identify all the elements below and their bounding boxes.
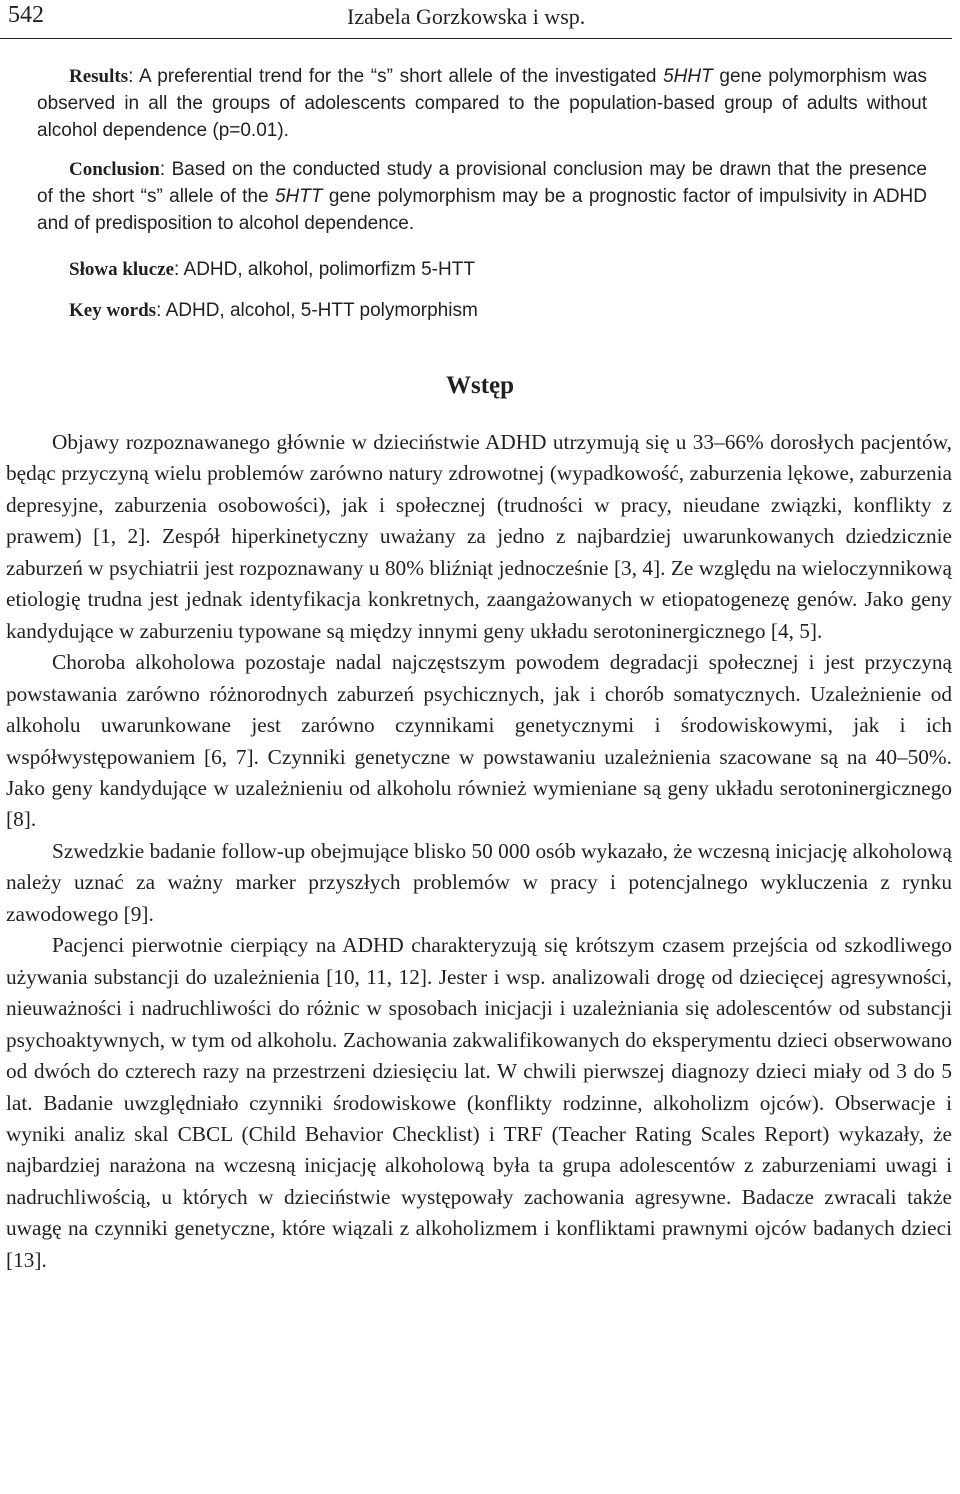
keywords-english-text: : ADHD, alcohol, 5-HTT polymorphism [156,300,478,321]
results-gene: 5HHT [663,66,713,87]
running-head: Izabela Gorzkowska i wsp. [347,4,586,29]
page-header [0,0,960,40]
conclusion-gene: 5HTT [274,186,323,207]
abstract-conclusion [37,156,927,237]
results-text-1: : A preferential trend for the “s” short allele of the investigated [128,66,664,87]
page-number: 542 [8,2,44,28]
conclusion-text-1: : Based on the conducted study a provisional conclusion may be drawn that the presence of the short “s” allele of the [37,159,927,207]
keywords-polish-text: : ADHD, alkohol, polimorfizm 5-HTT [174,259,475,280]
body-paragraph-4: Pacjenci pierwotnie cierpiący na ADHD charakteryzują się krótszym czasem przejścia od szkodliwego używania substancji do uzależnienia [10, 11, 12]. Jester i wsp. analizowali drogę od dziecięcej agresywności, nieuważności i nadruchliwości do różnic w sposobach inicjacji i uzależniania się adolescentów od substancji psychoaktywnych, w tym od alkoholu. Zachowania zakwalifikowanych do eksperymentu dzieci obserwowano od dwóch do czterech razy na przestrzeni dziesięciu lat. W chwili pierwszej diagnozy dzieci miały od 3 do 5 lat. Badanie uwzględniało czynniki środowiskowe (konflikty rodzinne, alkoholizm ojców). Obserwacje i wyniki analiz skal CBCL (Child Behavior Checklist) i TRF (Teacher Rating Scales Report) wykazały, że najbardziej narażona na wczesną inicjację alkoholową była ta grupa adolescentów z zaburzeniami uwagi i nadruchliwością, u których w dzieciństwie występowały zachowania agresywne. Badacze zwracali także uwagę na czynniki genetyczne, które wiązali z alkoholizmem i konfliktami prawnymi ojców badanych dzieci [13]. [6,933,952,1272]
body-paragraph-3: Szwedzkie badanie follow-up obejmujące blisko 50 000 osób wykazało, że wczesną inicjację alkoholową należy uznać za ważny marker przyszłych problemów w pracy i potencjalnego wykluczenia z rynku zawodowego [9]. [6,838,952,926]
keywords-polish [69,256,475,283]
body-paragraph-2: Choroba alkoholowa pozostaje nadal najczęstszym powodem degradacji społecznej i jest przyczyną powstawania zarówno różnorodnych zaburzeń psychicznych, jak i chorób somatycznych. Uzależnienie od alkoholu uwarunkowane jest zarówno czynnikami genetycznymi i środowiskowymi, jak i ich współwystępowaniem [6, 7]. Czynniki genetyczne w powstawaniu uzależnienia szacowane są na 40–50%. Jako geny kandydujące w uzależnieniu od alkoholu również wymieniane są geny układu serotoninergicznego [8]. [6,650,952,832]
section-title: Wstęp [445,372,515,399]
results-label: Results [69,66,129,87]
keywords-english-label: Key words [69,300,157,321]
body-text [6,427,952,1276]
keywords-polish-label: Słowa klucze [69,259,175,280]
conclusion-text-2: gene polymorphism may be a prognostic factor of impulsivity in ADHD and of predisposition to alcohol dependence. [37,186,927,234]
conclusion-paragraph [37,156,927,237]
header-rule [0,38,952,39]
conclusion-label: Conclusion [69,159,160,180]
abstract-results [37,63,927,144]
keywords-english [69,297,478,324]
body-paragraph-1: Objawy rozpoznawanego głównie w dzieciństwie ADHD utrzymują się u 33–66% dorosłych pacjentów, będąc przyczyną wielu problemów zarówno natury zdrowotnej (wypadkowość, zaburzenia lękowe, zaburzenia depresyjne, zaburzenia osobowości), jak i społecznej (trudności w pracy, nieudane związki, konflikty z prawem) [1, 2]. Zespół hiperkinetyczny uważany za jedno z najbardziej uwarunkowanych dziedzicznie zaburzeń w psychiatrii jest rozpoznawany u 80% bliźniąt jednocześnie [3, 4]. Ze względu na wieloczynnikową etiologię trudna jest jednak identyfikacja konkretnych, zaangażowanych w etiopatogenezę genów. Jako geny kandydujące w zaburzeniu typowane są między innymi geny układu serotoninergicznego [4, 5]. [6,430,952,643]
results-paragraph [37,63,927,144]
results-text-2: gene polymorphism was observed in all the groups of adolescents compared to the population-based group of adults without alcohol dependence (p=0.01). [37,66,927,141]
